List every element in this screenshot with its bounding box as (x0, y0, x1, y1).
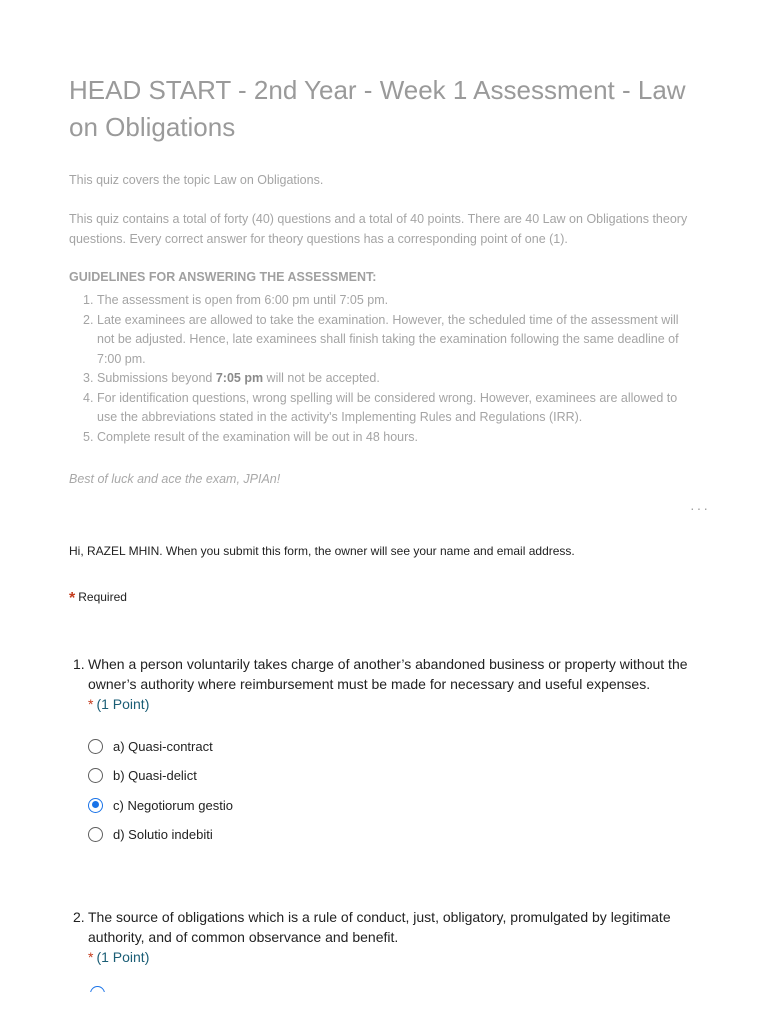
question-points (69, 947, 709, 967)
guideline-number: 4. (83, 390, 94, 405)
guideline-number: 3. (83, 371, 94, 385)
answer-option[interactable] (88, 732, 709, 761)
guideline-text: For identification questions, wrong spelling will be considered wrong. However, examinees are allowed to use the abbreviations stated in the activity's Implementing Rules and Regulations (IRR). (97, 390, 678, 424)
radio-button[interactable] (88, 827, 103, 842)
option-label: c) Negotiorum gestio (113, 797, 233, 813)
guideline-text: The assessment is open from 6:00 pm until 7:05 pm. (97, 293, 389, 307)
guideline-item (69, 369, 699, 389)
answer-option[interactable] (88, 820, 709, 849)
guideline-text-after: will not be accepted. (263, 371, 380, 385)
form-title: HEAD START - 2nd Year - Week 1 Assessment - Law on Obligations (69, 75, 686, 142)
answer-options (88, 732, 709, 849)
guideline-item (69, 428, 699, 448)
guideline-item (69, 291, 699, 311)
question-points (69, 694, 709, 714)
question-prompt: When a person voluntarily takes charge of another’s abandoned business or property without the owner’s authority where reimbursement must be made for necessary and useful expenses. (88, 656, 688, 692)
required-asterisk: * (88, 696, 94, 712)
guidelines-heading: GUIDELINES FOR ANSWERING THE ASSESSMENT: (69, 270, 377, 284)
radio-button-selected[interactable] (88, 798, 103, 813)
required-label: Required (78, 590, 127, 604)
question-number: 1. (73, 656, 85, 672)
guideline-text-before: Submissions beyond (97, 371, 216, 385)
question-2 (69, 907, 709, 967)
radio-button[interactable] (88, 739, 103, 754)
points-label: (1 Point) (96, 949, 150, 965)
question-1 (69, 654, 709, 849)
required-asterisk: * (88, 949, 94, 965)
identity-notice: Hi, RAZEL MHIN. When you submit this form, the owner will see your name and email address. (69, 544, 575, 558)
guideline-item (69, 311, 699, 370)
answer-option[interactable] (88, 791, 709, 820)
question-text (69, 654, 709, 694)
guideline-deadline-bold: 7:05 pm (215, 371, 264, 385)
answer-option[interactable] (88, 761, 709, 790)
guidelines-list (69, 291, 699, 447)
question-prompt: The source of obligations which is a rule of conduct, just, obligatory, promulgated by legitimate authority, and of common observance and benefit. (88, 909, 671, 945)
guideline-number: 2. (83, 312, 94, 327)
guideline-text: Late examinees are allowed to take the examination. However, the scheduled time of the assessment will not be adjusted. Hence, late examinees shall finish taking the examination following the same deadline of 7:00 pm. (97, 312, 679, 366)
ellipsis-icon[interactable]: ··· (690, 500, 710, 516)
question-text (69, 907, 709, 947)
required-asterisk: * (69, 590, 76, 607)
option-label: d) Solutio indebiti (113, 827, 213, 843)
option-label: b) Quasi-delict (113, 768, 197, 784)
guideline-number: 5. (83, 429, 94, 444)
radio-button[interactable] (88, 768, 103, 783)
closing-message: Best of luck and ace the exam, JPIAn! (69, 472, 281, 486)
guideline-item (69, 389, 699, 428)
guideline-number: 1. (83, 293, 94, 307)
form-description-topic: This quiz covers the topic Law on Obligations. (69, 173, 324, 187)
option-label: a) Quasi-contract (113, 739, 213, 755)
question-number: 2. (73, 909, 85, 925)
radio-button-partial[interactable] (90, 986, 105, 1001)
form-description-details: This quiz contains a total of forty (40) questions and a total of 40 points. There are 40 Law on Obligations theory questions. Every correct answer for theory questions has a corresponding point of one (1). (69, 212, 688, 246)
guideline-text: Complete result of the examination will be out in 48 hours. (97, 429, 419, 444)
points-label: (1 Point) (96, 696, 150, 712)
required-legend (69, 590, 127, 608)
